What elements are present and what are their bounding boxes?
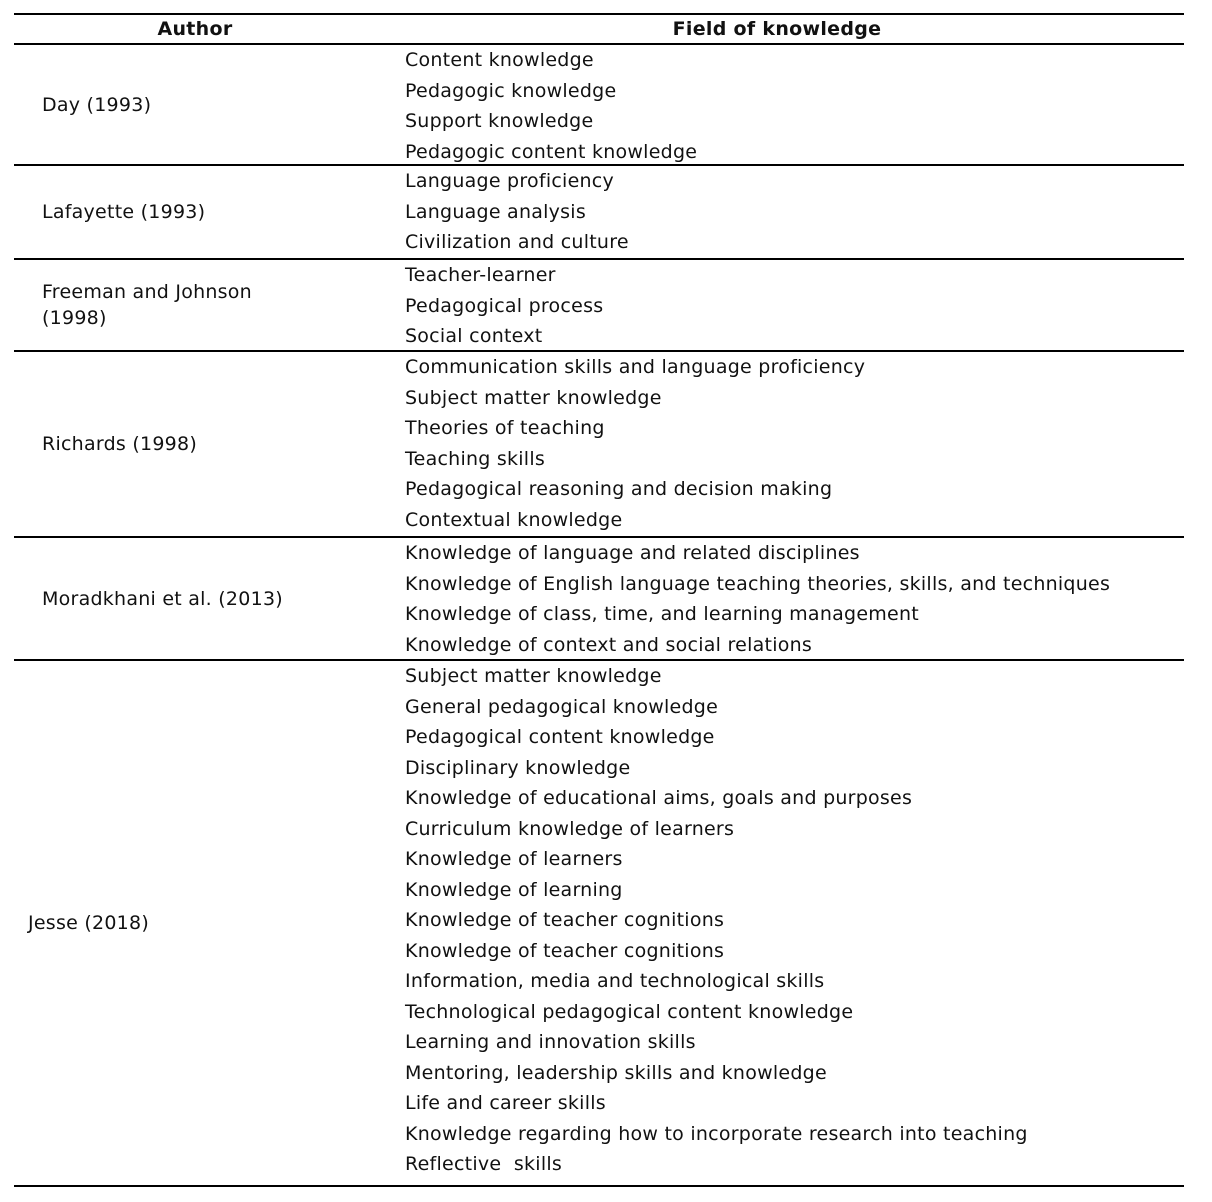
header-author: Author	[157, 18, 233, 40]
table-header	[14, 15, 1184, 43]
field-item: Content knowledge	[405, 49, 594, 71]
field-cell	[405, 661, 1184, 1185]
table-row	[14, 352, 1184, 536]
field-item: Teaching skills	[405, 447, 546, 470]
field-item: Knowledge of English language teaching theories, skills, and techniques	[405, 572, 1111, 595]
field-item: Language proficiency	[405, 170, 614, 192]
author-cell	[14, 352, 405, 536]
field-item: Knowledge of teacher cognitions	[405, 909, 725, 931]
author-cell	[14, 166, 405, 258]
field-item: Mentoring, leadership skills and knowledge	[405, 1061, 827, 1084]
field-item: Knowledge of language and related disciplines	[405, 542, 860, 564]
author-name: Jesse (2018)	[28, 912, 149, 934]
field-item: Information, media and technological skills	[405, 970, 825, 992]
table-row	[14, 538, 1184, 659]
field-item: Pedagogical content knowledge	[405, 726, 715, 748]
field-item: Pedagogical process	[405, 294, 604, 317]
field-item: Theories of teaching	[405, 417, 605, 439]
table-row	[14, 166, 1184, 258]
field-item: Pedagogic knowledge	[405, 79, 617, 102]
table-row	[14, 45, 1184, 164]
field-item: Pedagogical reasoning and decision making	[405, 478, 833, 500]
author-name: Day (1993)	[42, 93, 152, 116]
author-cell	[14, 260, 405, 350]
author-cell	[14, 661, 405, 1185]
author-name: Richards (1998)	[42, 433, 198, 455]
field-item: Social context	[405, 325, 543, 347]
field-item: Curriculum knowledge of learners	[405, 817, 735, 840]
knowledge-table	[14, 13, 1184, 1187]
field-item: Civilization and culture	[405, 231, 629, 253]
field-item: Knowledge regarding how to incorporate research into teaching	[405, 1122, 1028, 1145]
author-cell	[14, 538, 405, 659]
field-item: Disciplinary knowledge	[405, 756, 631, 779]
field-item: Communication skills and language proficiency	[405, 356, 866, 378]
field-item: Technological pedagogical content knowledge	[405, 1000, 854, 1023]
table-row	[14, 661, 1184, 1185]
author-name: Freeman and Johnson (1998)	[42, 281, 252, 329]
field-cell	[405, 538, 1184, 659]
field-item: Knowledge of educational aims, goals and purposes	[405, 787, 913, 809]
author-name: Lafayette (1993)	[42, 201, 206, 223]
author-name: Moradkhani et al. (2013)	[42, 587, 283, 610]
field-item: Pedagogic content knowledge	[405, 140, 698, 163]
field-item: General pedagogical knowledge	[405, 695, 719, 718]
field-item: Reflective skills	[405, 1153, 563, 1175]
field-cell	[405, 166, 1184, 258]
field-cell	[405, 260, 1184, 350]
field-item: Learning and innovation skills	[405, 1031, 696, 1053]
field-item: Knowledge of learning	[405, 878, 623, 901]
field-item: Language analysis	[405, 200, 586, 223]
field-item: Subject matter knowledge	[405, 386, 662, 409]
table-body	[14, 45, 1184, 1187]
field-cell	[405, 352, 1184, 536]
field-item: Teacher-learner	[405, 264, 556, 286]
field-item: Life and career skills	[405, 1092, 606, 1114]
field-item: Knowledge of class, time, and learning management	[405, 603, 919, 625]
field-item: Knowledge of teacher cognitions	[405, 939, 725, 962]
field-item: Subject matter knowledge	[405, 665, 662, 687]
field-item: Knowledge of context and social relations	[405, 633, 813, 656]
row-rule	[14, 1185, 1184, 1187]
field-cell	[405, 45, 1184, 164]
table-row	[14, 260, 1184, 350]
header-field: Field of knowledge	[672, 18, 882, 40]
field-item: Knowledge of learners	[405, 848, 623, 870]
author-cell	[14, 45, 405, 164]
field-item: Support knowledge	[405, 110, 594, 132]
field-item: Contextual knowledge	[405, 508, 623, 531]
